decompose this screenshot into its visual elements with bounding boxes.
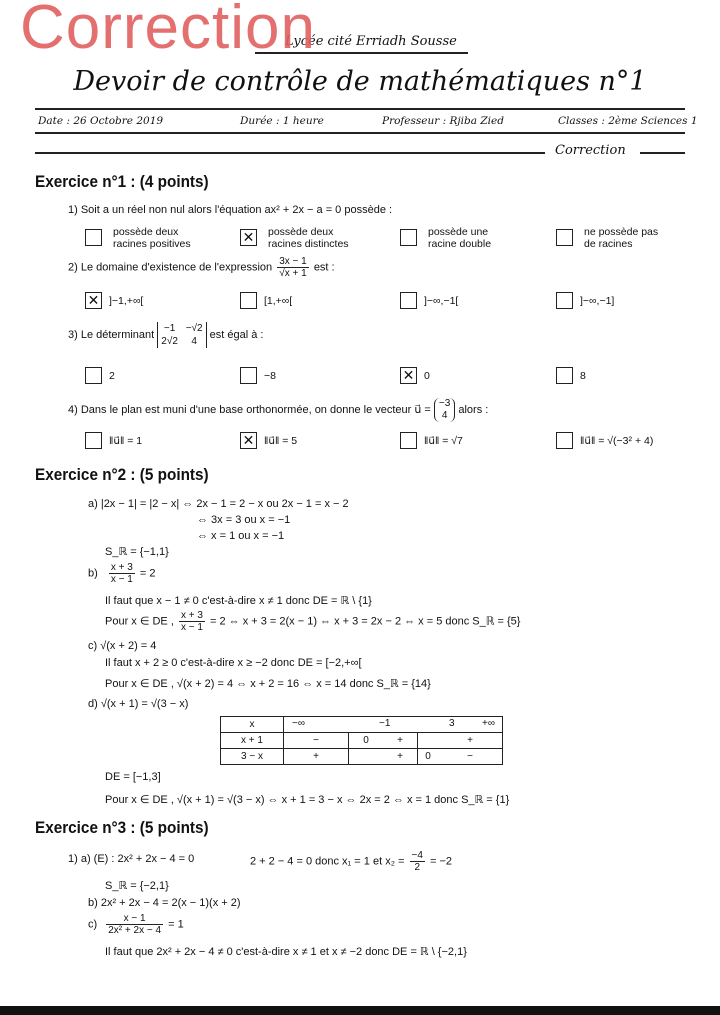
exercise-3-heading: Exercice n°3 : (5 points) <box>35 818 209 837</box>
determinant-matrix: −1 2√2 −√2 4 <box>157 322 206 348</box>
subtitle: Correction <box>555 143 626 158</box>
answer-checkbox[interactable]: ✕ <box>240 432 257 449</box>
answer-option-label: 2 <box>109 370 115 382</box>
table-row: 3 − x + + 0 − <box>221 749 503 765</box>
answer-option-label: ]−1,+∞[ <box>109 295 144 307</box>
ex2-a-line3: ⇔ x = 1 ou x = −1 <box>197 530 285 542</box>
page-title: Devoir de contrôle de mathématiques n°1 <box>73 66 647 97</box>
answer-option-label: possède deux racines distinctes <box>268 226 349 250</box>
teacher: Professeur : Rjiba Zied <box>382 115 504 127</box>
duration: Durée : 1 heure <box>240 115 324 127</box>
ex2-b-equation: b) $\frac{x + 3}{x - 1}$ = 2 <box>88 562 156 585</box>
ex3-a-roots: 2 + 2 − 4 = 0 donc x₁ = 1 et x₂ = $\frac{-4}{2}$ = −2 <box>250 850 453 873</box>
ex2-c-equation: c) √(x + 2) = 4 <box>88 640 157 652</box>
class: Classes : 2ème Sciences 1 <box>558 115 698 127</box>
answer-checkbox[interactable] <box>556 367 573 384</box>
divider <box>35 152 545 154</box>
answer-option-label: [1,+∞[ <box>264 295 293 307</box>
exercise-2-heading: Exercice n°2 : (5 points) <box>35 465 209 484</box>
question-1: 1) Soit a un réel non nul alors l'équation ax² + 2x − a = 0 possède : <box>68 204 393 216</box>
answer-checkbox[interactable] <box>85 432 102 449</box>
answer-option-label: ]−∞,−1] <box>580 295 615 307</box>
answer-checkbox[interactable] <box>240 367 257 384</box>
bottom-bar <box>0 1006 720 1015</box>
ex2-a-line2: ⇔ 3x = 3 ou x = −1 <box>197 514 291 526</box>
ex2-a-line1: a) |2x − 1| = |2 − x| ⇔ 2x − 1 = 2 − x ou 2x − 1 = x − 2 <box>88 498 349 510</box>
divider <box>35 108 685 110</box>
answer-option-label: 8 <box>580 370 586 382</box>
table-row: x + 1 − 0 + + <box>221 733 503 749</box>
answer-checkbox[interactable] <box>240 292 257 309</box>
answer-option-label: 0 <box>424 370 430 382</box>
ex2-d-solution: Pour x ∈ DE , √(x + 1) = √(3 − x) ⇔ x + 1 = 3 − x ⇔ 2x = 2 ⇔ x = 1 donc S_ℝ = {1} <box>105 794 510 806</box>
answer-checkbox[interactable] <box>400 432 417 449</box>
question-2: 2) Le domaine d'existence de l'expression $\frac{3x - 1}{√x + 1}$ est : <box>68 256 335 279</box>
ex2-c-solution: Pour x ∈ DE , √(x + 2) = 4 ⇔ x + 2 = 16 ⇔ x = 14 donc S_ℝ = {14} <box>105 678 431 690</box>
ex2-a-solution: S_ℝ = {−1,1} <box>105 546 169 558</box>
question-3: 3) Le déterminant −1 2√2 −√2 4 est égal à : <box>68 323 264 347</box>
fraction: $\frac{3x - 1}{√x + 1}$ <box>279 256 307 279</box>
exercise-1-heading: Exercice n°1 : (4 points) <box>35 172 209 191</box>
divider <box>640 152 685 154</box>
ex2-b-domain: Il faut que x − 1 ≠ 0 c'est-à-dire x ≠ 1 donc DE = ℝ \ {1} <box>105 595 372 607</box>
sign-table: x −∞ −1 3 +∞ x + 1 − 0 + + 3 − x + + 0 − <box>220 716 503 765</box>
answer-checkbox[interactable] <box>556 229 573 246</box>
answer-option-label: ‖u⃗‖ = √7 <box>424 435 463 447</box>
answer-checkbox[interactable]: ✕ <box>240 229 257 246</box>
answer-option-label: ]−∞,−1[ <box>424 295 459 307</box>
ex2-d-domain: DE = [−1,3] <box>105 771 161 783</box>
ex3-b-factorization: b) 2x² + 2x − 4 = 2(x − 1)(x + 2) <box>88 897 241 909</box>
ex3-c-equation: c) $\frac{x - 1}{\text{2x² + 2x − 4}}$ = 1 <box>88 913 184 936</box>
ex2-d-equation: d) √(x + 1) = √(3 − x) <box>88 698 189 710</box>
ex3-a-equation: 1) a) (E) : 2x² + 2x − 4 = 0 <box>68 853 195 865</box>
ex3-a-solution: S_ℝ = {−2,1} <box>105 880 169 892</box>
ex2-c-domain: Il faut x + 2 ≥ 0 c'est-à-dire x ≥ −2 donc DE = [−2,+∞[ <box>105 657 362 669</box>
answer-option-label: −8 <box>264 370 276 382</box>
answer-option-label: ‖u⃗‖ = 1 <box>109 435 143 447</box>
ex3-c-domain: Il faut que 2x² + 2x − 4 ≠ 0 c'est-à-dire x ≠ 1 et x ≠ −2 donc DE = ℝ \ {−2,1} <box>105 946 467 958</box>
answer-checkbox[interactable] <box>400 292 417 309</box>
answer-checkbox[interactable] <box>400 229 417 246</box>
vector-u: −3 4 <box>434 398 455 422</box>
school-name: Lycée cité Erriadh Sousse <box>285 34 457 49</box>
answer-option-label: ne possède pas de racines <box>584 226 659 250</box>
divider <box>35 132 685 134</box>
answer-option-label: ‖u⃗‖ = 5 <box>264 435 298 447</box>
answer-option-label: possède deux racines positives <box>113 226 191 250</box>
answer-option-label: possède une racine double <box>428 226 492 250</box>
answer-checkbox[interactable]: ✕ <box>85 292 102 309</box>
answer-checkbox[interactable] <box>556 432 573 449</box>
answer-checkbox[interactable] <box>556 292 573 309</box>
question-4: 4) Dans le plan est muni d'une base orthonormée, on donne le vecteur u⃗ = −3 4 alors : <box>68 398 489 421</box>
correction-watermark: Correction <box>20 0 316 62</box>
answer-checkbox[interactable]: ✕ <box>400 367 417 384</box>
date: Date : 26 Octobre 2019 <box>38 115 164 127</box>
answer-option-label: ‖u⃗‖ = √(−3² + 4) <box>580 435 654 447</box>
answer-checkbox[interactable] <box>85 367 102 384</box>
ex2-b-solution: Pour x ∈ DE , $\frac{x + 3}{x - 1}$ = 2 ⇔ x + 3 = 2(x − 1) ⇔ x + 3 = 2x − 2 ⇔ x = 5 donc S_ℝ = {5} <box>105 610 521 633</box>
answer-checkbox[interactable] <box>85 229 102 246</box>
